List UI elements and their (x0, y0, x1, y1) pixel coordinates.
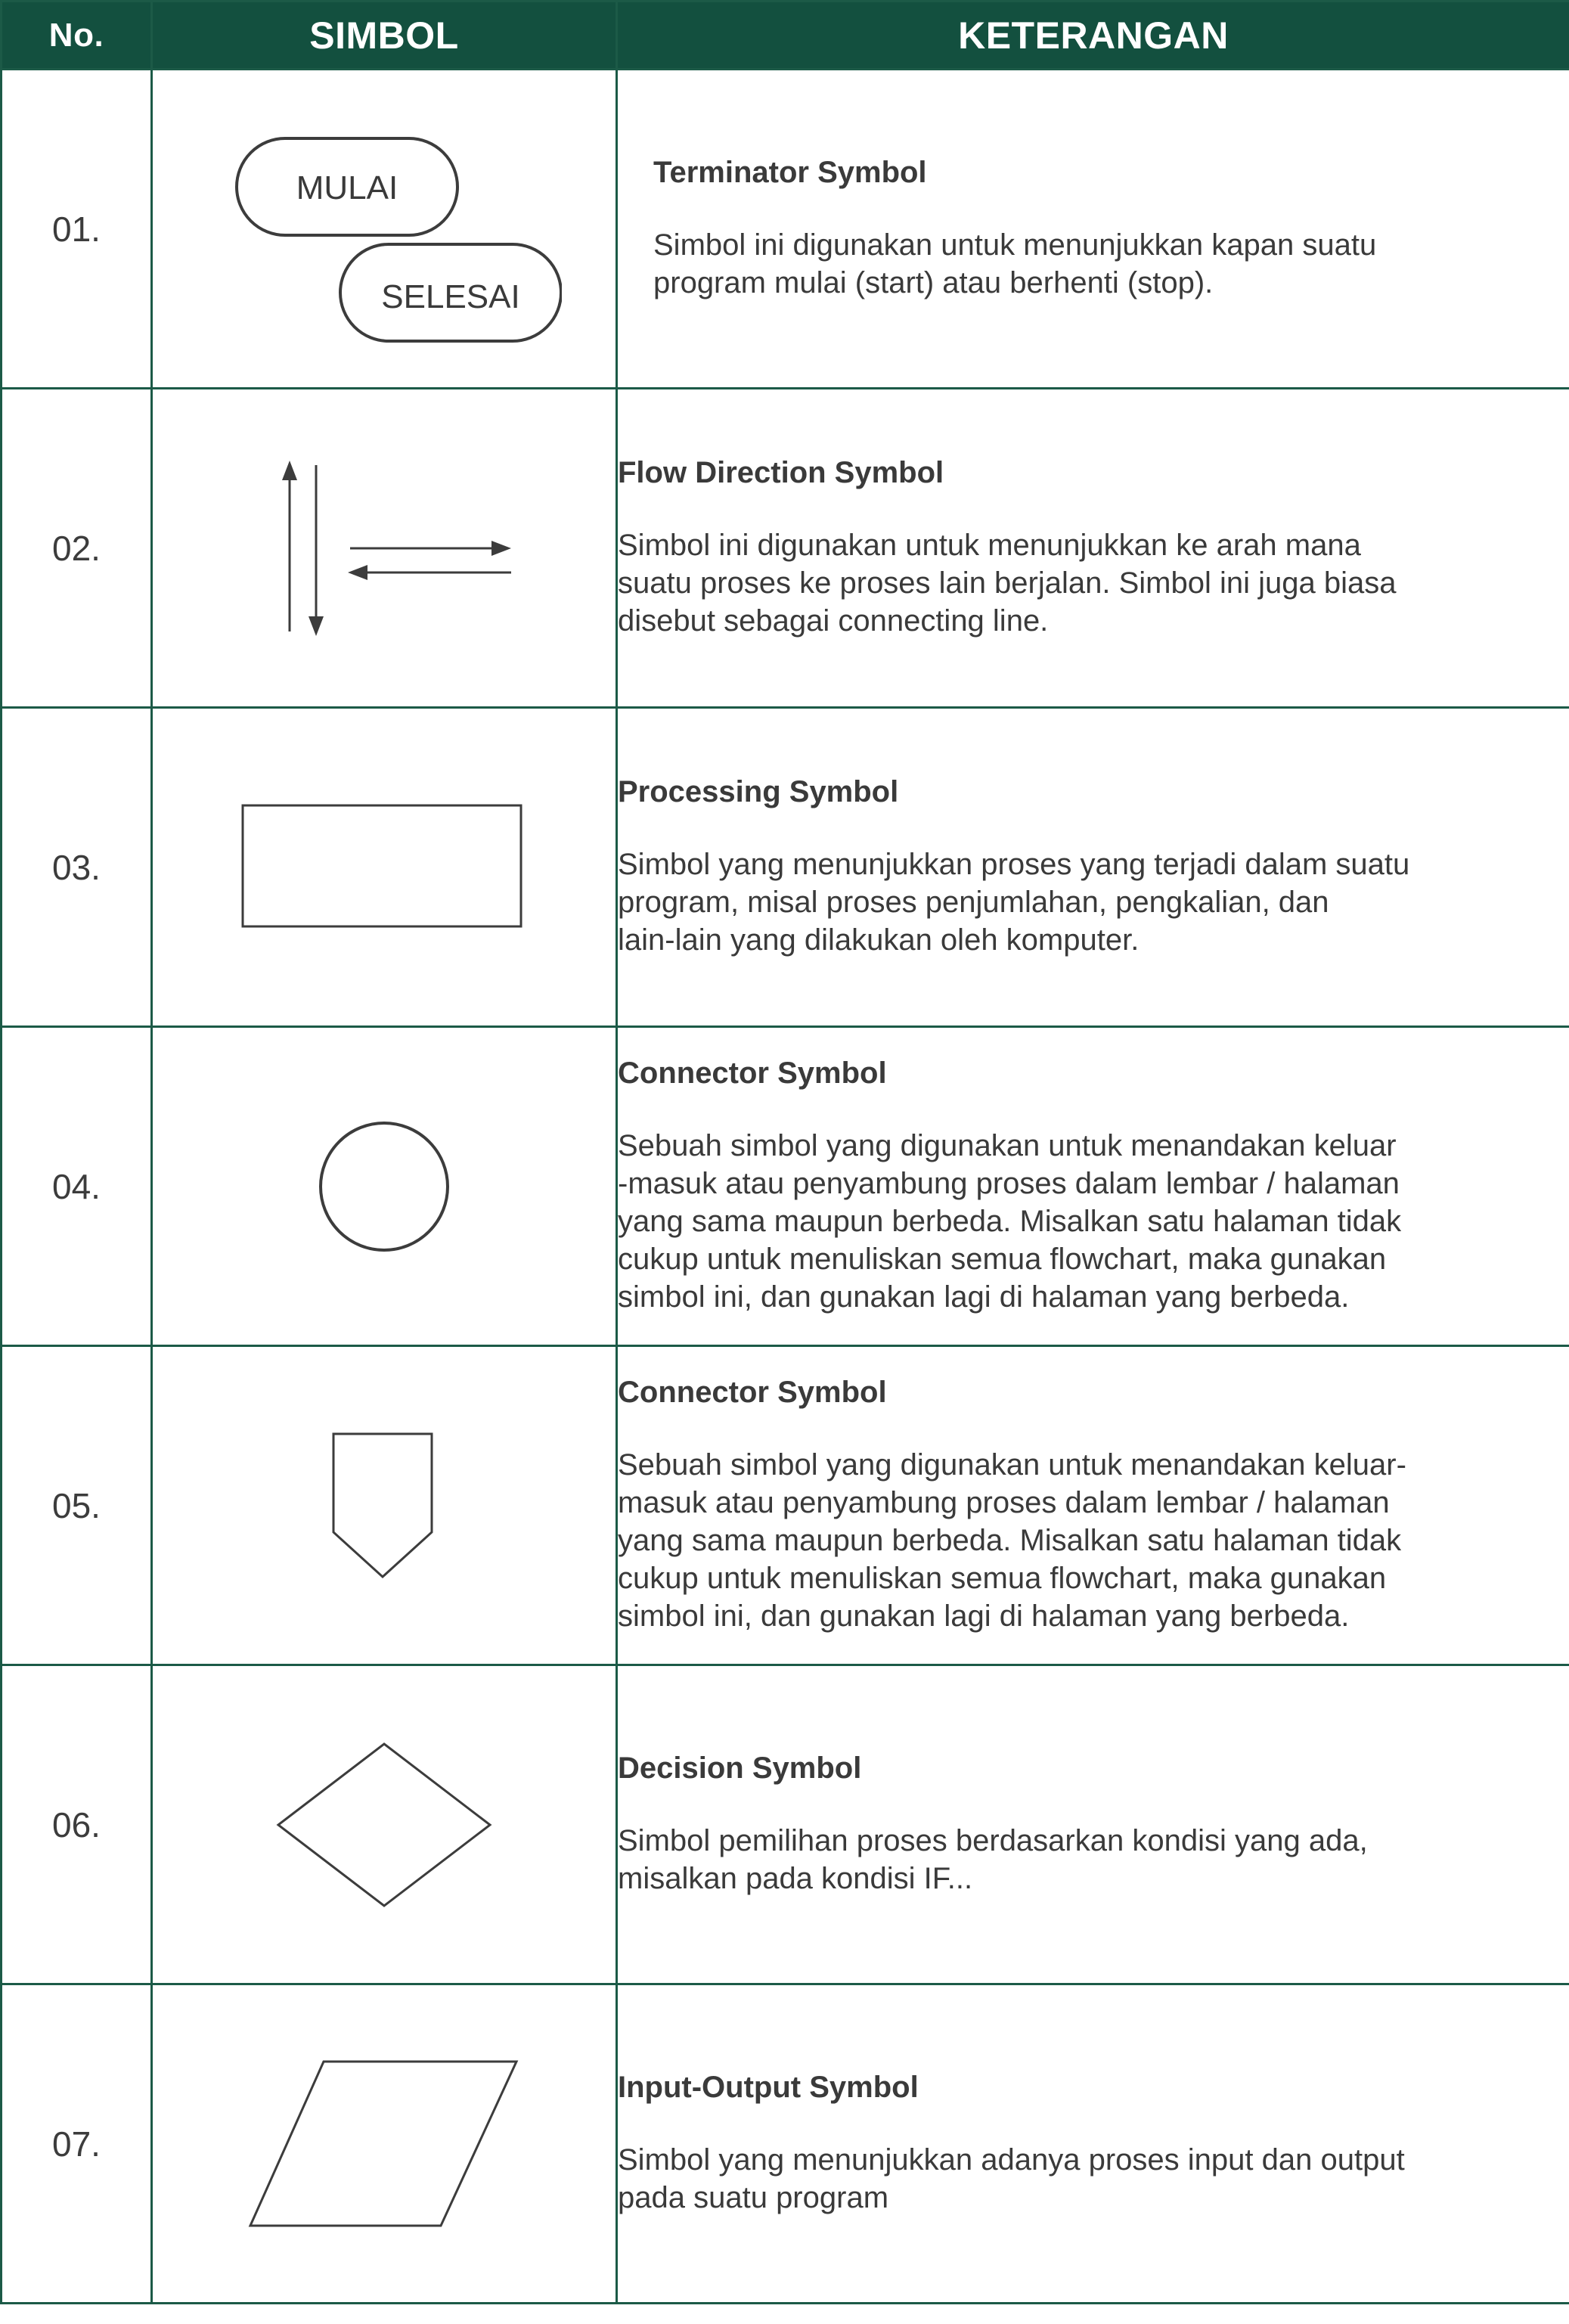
symbol-description: Simbol ini digunakan untuk menunjukkan ke arah mana suatu proses ke proses lain berjalan. Simbol ini juga biasa disebut sebagai connecting line. (618, 529, 1397, 638)
input-output-parallelogram-icon (248, 2059, 520, 2229)
decision-diamond-icon (274, 1742, 494, 1908)
description-cell (617, 389, 1569, 708)
description-cell (617, 1984, 1569, 2304)
process-rectangle-icon (240, 803, 528, 932)
symbol-cell (152, 70, 617, 389)
symbol-cell (152, 708, 617, 1027)
symbol-title: Decision Symbol (618, 1752, 862, 1785)
symbol-cell (152, 1665, 617, 1984)
row-number: 07. (2, 1984, 152, 2304)
connector-circle-icon (316, 1119, 452, 1255)
table-header-row (2, 2, 1569, 70)
table-row (2, 1984, 1569, 2304)
row-number: 06. (2, 1665, 152, 1984)
symbol-cell (152, 389, 617, 708)
terminator-icon (206, 116, 562, 343)
table-row (2, 70, 1569, 389)
description-cell (617, 708, 1569, 1027)
table-row (2, 1027, 1569, 1346)
header-symbol: SIMBOL (152, 2, 617, 70)
table-row (2, 708, 1569, 1027)
header-no: No. (2, 2, 152, 70)
symbol-cell (152, 1346, 617, 1665)
table-row (2, 1346, 1569, 1665)
table-row (2, 389, 1569, 708)
description-cell (617, 70, 1569, 389)
terminator-end-label: SELESAI (381, 278, 520, 315)
row-number: 01. (2, 70, 152, 389)
description-cell (617, 1346, 1569, 1665)
terminator-start-label: MULAI (296, 169, 398, 206)
symbol-description: Simbol yang menunjukkan proses yang terjadi dalam suatu program, misal proses penjumlahan, pengkalian, dan lain-lain yang dilakukan oleh komputer. (618, 848, 1410, 957)
header-description: KETERANGAN (617, 2, 1569, 70)
symbol-cell (152, 1027, 617, 1346)
symbol-description: Simbol ini digunakan untuk menunjukkan kapan suatu program mulai (start) atau berhenti (stop). (653, 228, 1377, 299)
table-row (2, 1665, 1569, 1984)
symbol-description: Sebuah simbol yang digunakan untuk menandakan keluar- masuk atau penyambung proses dalam lembar / halaman yang sama maupun berbeda. Misalkan satu halaman tidak cukup untuk menuliskan semua flowchart, maka gunakan simbol ini, dan gunakan lagi di halaman yang berbeda. (618, 1448, 1406, 1633)
flow-direction-arrows-icon (248, 458, 520, 639)
description-cell (617, 1665, 1569, 1984)
row-number: 03. (2, 708, 152, 1027)
symbol-title: Processing Symbol (618, 775, 899, 808)
symbol-title: Input-Output Symbol (618, 2071, 919, 2104)
offpage-connector-icon (331, 1432, 437, 1580)
symbol-title: Connector Symbol (618, 1376, 887, 1409)
row-number: 04. (2, 1027, 152, 1346)
row-number: 02. (2, 389, 152, 708)
symbol-description: Simbol yang menunjukkan adanya proses input dan output pada suatu program (618, 2143, 1405, 2214)
symbol-title: Terminator Symbol (653, 156, 927, 189)
symbol-title: Connector Symbol (618, 1057, 887, 1090)
symbol-title: Flow Direction Symbol (618, 456, 944, 489)
symbol-description: Simbol pemilihan proses berdasarkan kondisi yang ada, misalkan pada kondisi IF... (618, 1824, 1368, 1895)
description-cell (617, 1027, 1569, 1346)
row-number: 05. (2, 1346, 152, 1665)
symbol-description: Sebuah simbol yang digunakan untuk menandakan keluar -masuk atau penyambung proses dalam lembar / halaman yang sama maupun berbeda. Misalkan satu halaman tidak cukup untuk menuliskan semua flowchart, maka gunakan simbol ini, dan gunakan lagi di halaman yang berbeda. (618, 1129, 1402, 1314)
symbol-cell (152, 1984, 617, 2304)
